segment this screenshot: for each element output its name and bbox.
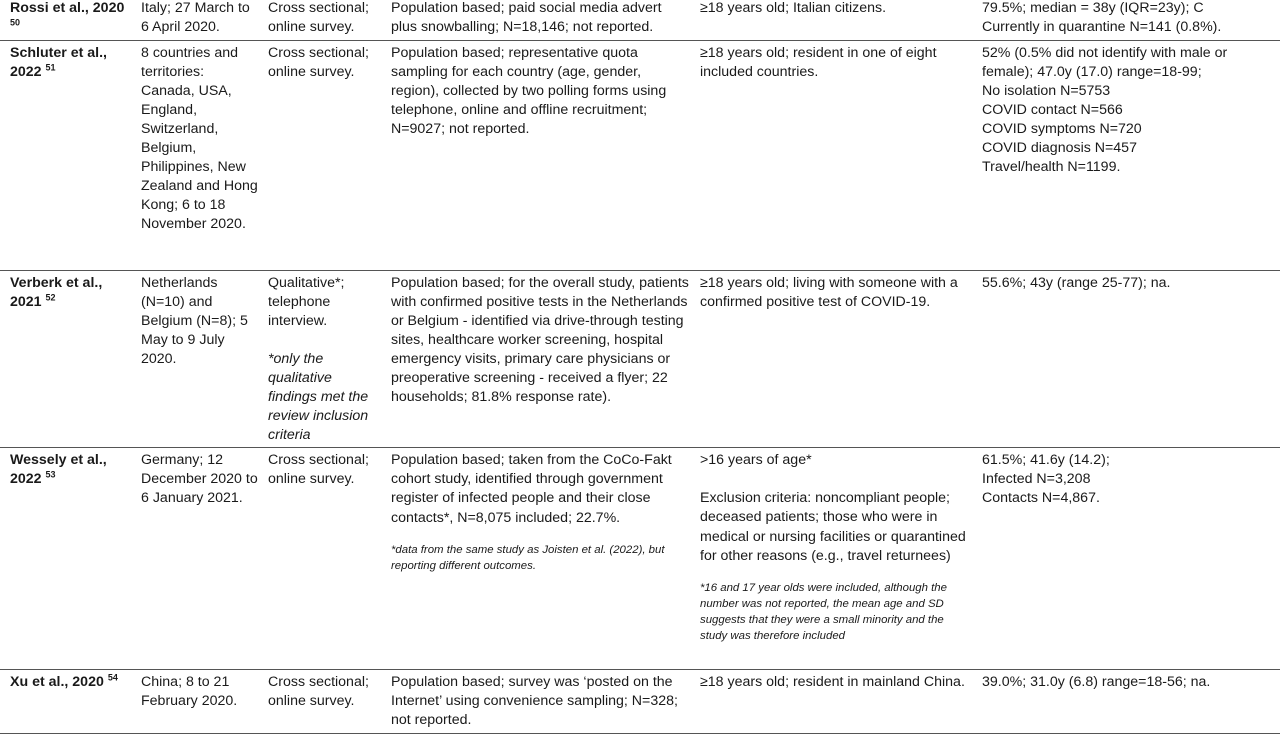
participants-cell: 79.5%; median = 38y (IQR=23y); C Currently in quarantine N=141 (0.8%). [982, 0, 1222, 36]
design-text: Cross sectional; online survey. [268, 44, 369, 80]
recruitment-cell [385, 0, 694, 40]
recruitment-text: Population based; paid social media advert plus snowballing; N=18,146; not reported. [391, 0, 662, 36]
table-row [0, 670, 1280, 733]
study-cell [0, 0, 135, 40]
eligibility-text: ≥18 years old; resident in one of eight included countries. [700, 44, 937, 80]
participants-cell: 55.6%; 43y (range 25-77); na. [982, 274, 1171, 291]
design-cell [262, 270, 385, 448]
study-name: Wessely et al., 2022 [10, 452, 107, 488]
table-row [0, 448, 1280, 670]
design-text: Cross sectional; online survey. [268, 452, 369, 488]
eligibility-cell [694, 0, 976, 40]
recruitment-cell [385, 670, 694, 733]
eligibility-cell [694, 270, 976, 448]
eligibility-footnote: *16 and 17 year olds were included, although the number was not reported, the mean age and SD suggests that they were a small minority and the study was therefore included [700, 581, 947, 643]
recruitment-text: Population based; taken from the CoCo-Fakt cohort study, identified through government register of infected people and their close contacts*, N=8,075 included; 22.7%. [391, 452, 672, 526]
design-text: Qualitative*; telephone interview. [268, 274, 345, 329]
design-cell [262, 0, 385, 40]
eligibility-text: ≥18 years old; living with someone with a confirmed positive test of COVID-19. [700, 274, 958, 310]
recruitment-text: Population based; survey was ‘posted on the Internet’ using convenience sampling; N=328; not reported. [391, 674, 678, 729]
participants-cell: 39.0%; 31.0y (6.8) range=18-56; na. [982, 674, 1211, 691]
design-cell [262, 40, 385, 270]
setting-cell: 8 countries and territories: Canada, USA, England, Switzerland, Belgium, Philippines, New Zealand and Hong Kong; 6 to 18 November 2020. [141, 44, 258, 233]
study-cell [0, 270, 135, 448]
design-text: Cross sectional; online survey. [268, 674, 369, 710]
table-row [0, 40, 1280, 270]
exclusion-criteria: Exclusion criteria: noncompliant people; deceased patients; those who were in medical or nursing facilities or quarantined for other reasons (e.g., travel returnees) [700, 490, 966, 564]
setting-cell: Italy; 27 March to 6 April 2020. [141, 0, 250, 36]
setting-cell: China; 8 to 21 February 2020. [141, 674, 238, 710]
study-cell [0, 670, 135, 733]
design-text: Cross sectional; online survey. [268, 0, 369, 36]
study-name: Verberk et al., 2021 [10, 274, 103, 310]
design-cell [262, 670, 385, 733]
participants-cell: 52% (0.5% did not identify with male or female); 47.0y (17.0) range=18-99; No isolation N=5753 COVID contact N=566 COVID symptoms N=720 COVID diagnosis N=457 Travel/health N=1199. [982, 44, 1228, 176]
reference-number: 52 [45, 291, 56, 302]
eligibility-text: ≥18 years old; resident in mainland China. [700, 674, 965, 691]
recruitment-cell [385, 40, 694, 270]
design-footnote: *only the qualitative findings met the review inclusion criteria [268, 350, 369, 444]
eligibility-cell [694, 670, 976, 733]
eligibility-text: ≥18 years old; Italian citizens. [700, 0, 887, 16]
design-cell [262, 448, 385, 670]
participants-cell: 61.5%; 41.6y (14.2); Infected N=3,208 Contacts N=4,867. [982, 452, 1110, 507]
study-name: Rossi et al., 2020 [10, 0, 125, 16]
eligibility-cell [694, 448, 976, 670]
setting-cell: Netherlands (N=10) and Belgium (N=8); 5 May to 9 July 2020. [141, 274, 248, 367]
study-name: Xu et al., 2020 [10, 674, 104, 691]
study-cell [0, 40, 135, 270]
reference-number: 54 [107, 672, 118, 683]
eligibility-cell [694, 40, 976, 270]
recruitment-text: Population based; representative quota sampling for each country (age, gender, region), collected by two polling forms using telephone, online and offline recruitment; N=9027; not reported. [391, 44, 667, 137]
table-row [0, 270, 1280, 448]
recruitment-text: Population based; for the overall study, patients with confirmed positive tests in the Netherlands or Belgium - identified via drive-through testing sites, healthcare worker screening, hospital emergency visits, primary care physicians or preoperative screening - received a flyer; 22 households; 81.8% response rate). [391, 274, 689, 406]
recruitment-cell [385, 448, 694, 670]
study-cell [0, 448, 135, 670]
reference-number: 50 [10, 17, 21, 28]
study-name: Schluter et al., 2022 [10, 44, 107, 80]
reference-number: 51 [45, 61, 56, 72]
eligibility-text: >16 years of age* [700, 452, 812, 469]
reference-number: 53 [45, 469, 56, 480]
table-row [0, 0, 1280, 40]
recruitment-cell [385, 270, 694, 448]
recruitment-footnote: *data from the same study as Joisten et al. (2022), but reporting different outcomes. [391, 543, 665, 572]
setting-cell: Germany; 12 December 2020 to 6 January 2021. [141, 452, 258, 507]
